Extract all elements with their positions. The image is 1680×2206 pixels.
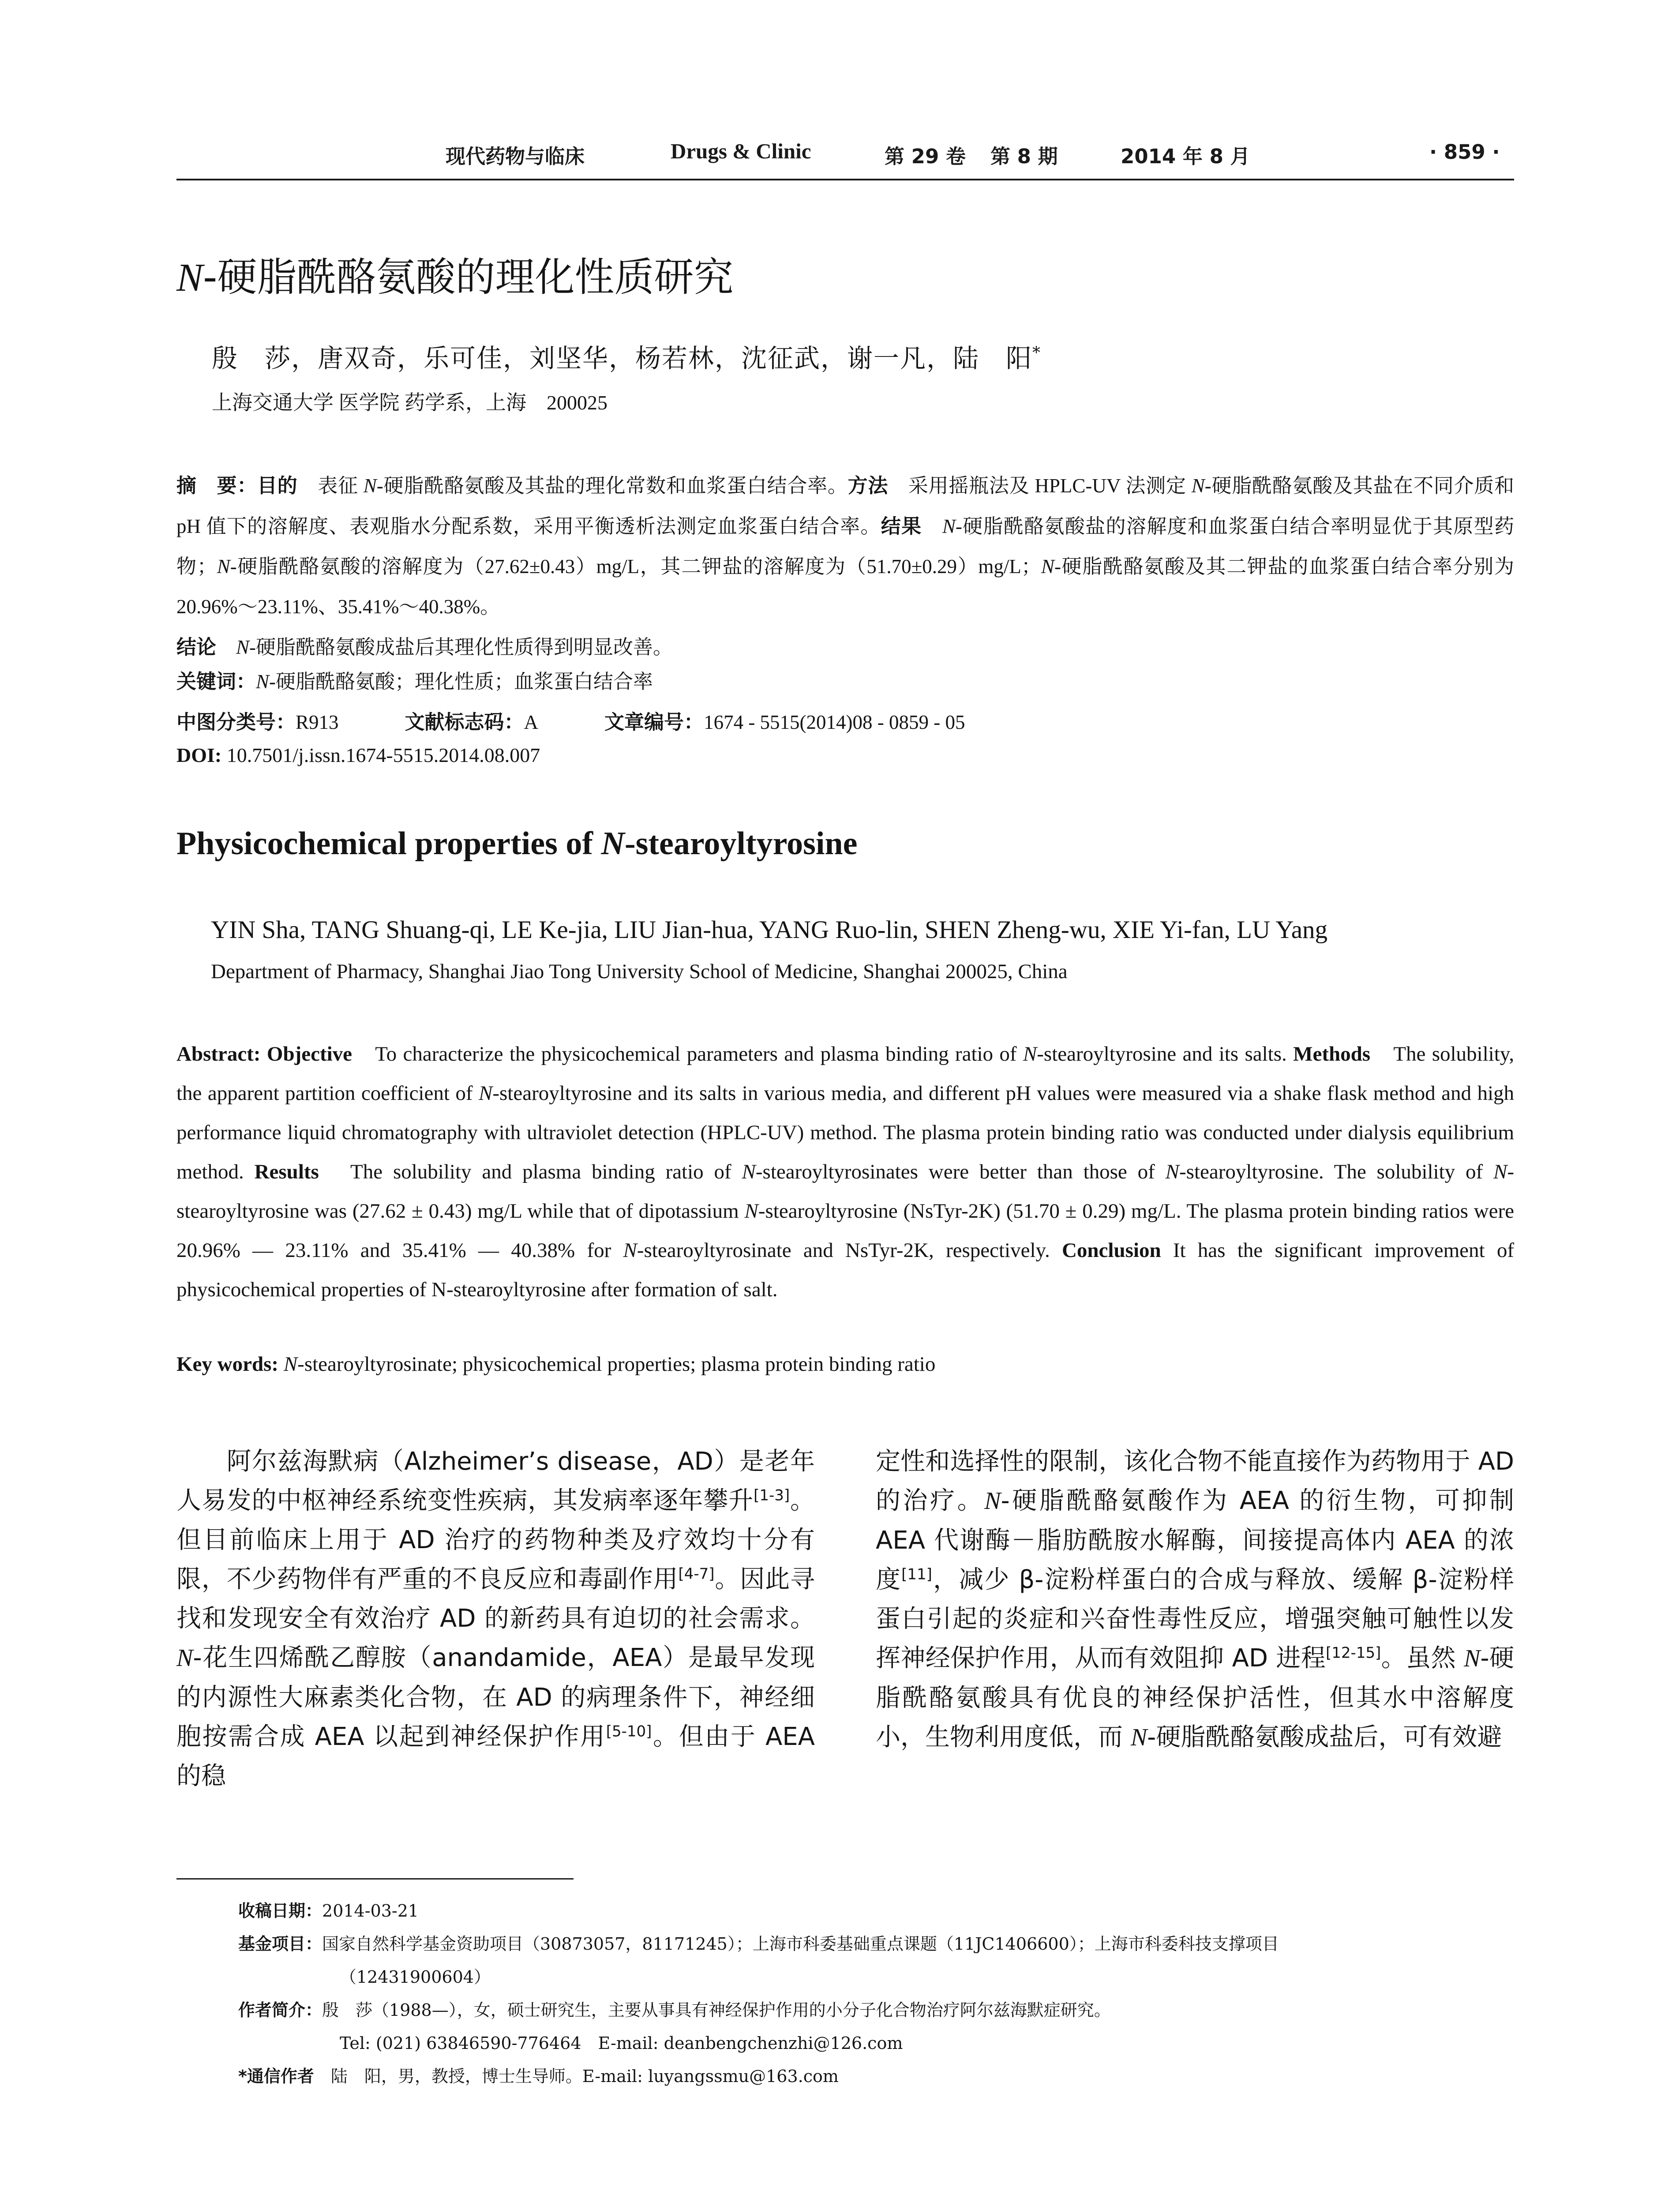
abstract-cn	[176, 465, 1514, 668]
citation[interactable]: [1-3]	[754, 1486, 790, 1504]
footnote-received	[238, 1897, 419, 1921]
italic-n: N	[601, 825, 625, 862]
body-text: 。但由于 AEA 的稳	[176, 1722, 815, 1790]
body-column-right	[876, 1442, 1514, 1757]
issue: 第 8 期	[990, 145, 1058, 168]
conclusion-text-2: -硬脂酰酪氨酸成盐后其理化性质得到明显改善。	[249, 636, 673, 658]
article-no-value: 1674 - 5515(2014)08 - 0859 - 05	[704, 711, 965, 733]
header-rule	[176, 179, 1514, 180]
results-label-en: Results	[254, 1160, 319, 1183]
keywords-text-en: -stearoyltyrosinate; physicochemical properties; plasma protein binding ratio	[297, 1353, 936, 1376]
objective-text-1: 表征	[297, 475, 364, 497]
methods-label-cn: 方法	[848, 474, 889, 497]
conclusion-label-cn: 结论	[176, 635, 217, 659]
results-en-2: -stearoyltyrosinates were better than those of	[755, 1160, 1166, 1183]
body-text: ，减少 β-淀粉样蛋白的合成与释放、缓解 β-淀粉样蛋白引起的炎症和兴奋性毒性反应，增强突触可触性以发挥神经保护作用，从而有效阻抑 AD 进程	[876, 1565, 1515, 1673]
abstract-label-cn: 摘 要：	[176, 474, 257, 497]
received-label: 收稿日期：	[238, 1901, 322, 1921]
issue-date: 2014 年 8 月	[1121, 145, 1250, 168]
journal-name-en: Drugs & Clinic	[671, 139, 811, 163]
affiliation-en: Department of Pharmacy, Shanghai Jiao Tong University School of Medicine, Shanghai 200025, China	[211, 960, 1068, 983]
results-en-3: -stearoyltyrosine. The solubility of	[1179, 1160, 1493, 1183]
body-text: 。虽然	[1381, 1644, 1464, 1673]
fund-value: 国家自然科学基金资助项目（30873057，81171245）；上海市科委基础重点课题（11JC1406600）；上海市科委科技支撑项目	[322, 1934, 1279, 1954]
clc-value: R913	[296, 711, 339, 733]
title-cn-text: -硬脂酰酪氨酸的理化性质研究	[203, 254, 734, 300]
corresponding-mark: *	[1032, 344, 1042, 362]
italic-n: N	[1130, 1724, 1148, 1751]
footnote-author	[238, 1996, 1111, 2021]
results-text-2: -硬脂酰酪氨酸盐的溶解度和血浆蛋白结合率明显优于其原型药物；	[176, 515, 1514, 578]
author-list-en: YIN Sha, TANG Shuang-qi, LE Ke-jia, LIU Jian-hua, YANG Ruo-lin, SHEN Zheng-wu, XIE Yi-fan, LU Yang	[211, 916, 1328, 944]
keywords-text-cn: -硬脂酰酪氨酸；理化性质；血浆蛋白结合率	[269, 671, 653, 693]
methods-en-1: The solubility, the apparent partition coefficient of	[176, 1043, 1514, 1105]
affiliation-cn: 上海交通大学 医学院 药学系，上海 200025	[212, 391, 608, 414]
methods-text-2: -硬脂酰酪氨酸及其盐在不同介质和 pH 值下的溶解度、表观脂水分配系数，采用平衡透析法测定血浆蛋白结合率。	[176, 475, 1514, 537]
italic-n: N	[1023, 1043, 1037, 1065]
italic-n: N	[744, 1200, 758, 1223]
doi-line	[176, 743, 540, 767]
italic-n: N	[256, 671, 270, 693]
received-value: 2014-03-21	[322, 1901, 419, 1921]
corresponding-value: 陆 阳，男，教授，博士生导师。E-mail: luyangssmu@163.com	[314, 2067, 839, 2086]
doc-code-value: A	[524, 711, 539, 733]
results-text-3: -硬脂酰酪氨酸的溶解度为（27.62±0.43）mg/L，其二钾盐的溶解度为（51.70±0.29）mg/L；	[230, 555, 1041, 578]
results-en-5: -stearoyltyrosine (NsTyr-2K) (51.70 ± 0.29) mg/L. The plasma protein binding ratios were 20.96% — 23.11% and 35.41% — 40.38% for	[176, 1200, 1514, 1262]
italic-n: N	[942, 515, 956, 537]
body-text: 。但目前临床上用于 AD 治疗的药物种类及疗效均十分有限，不少药物伴有严重的不良反应和毒副作用	[176, 1486, 815, 1594]
body-text: -花生四烯酰乙醇胺（anandamide，AEA）是最早发现的内源性大麻素类化合物，在 AD 的病理条件下，神经细胞按需合成 AEA 以起到神经保护作用	[176, 1643, 815, 1751]
citation[interactable]: [12-15]	[1325, 1644, 1381, 1662]
volume: 第 29 卷	[885, 145, 966, 168]
body-text: -硬脂酰酪氨酸成盐后，可有效避	[1147, 1723, 1502, 1752]
journal-name-cn: 现代药物与临床	[446, 145, 585, 168]
italic-n: N	[1165, 1160, 1180, 1183]
conclusion-label-en: Conclusion	[1061, 1239, 1161, 1262]
corresponding-label: *通信作者	[238, 2067, 314, 2086]
footnote-corresponding	[238, 2063, 839, 2087]
authors-cn-text: 殷 莎，唐双奇，乐可佳，刘坚华，杨若林，沈征武，谢一凡，陆 阳	[212, 343, 1033, 373]
results-text-1	[922, 515, 942, 537]
author-list-cn	[212, 338, 1041, 375]
body-text: 阿尔兹海默病（Alzheimer’s disease，AD）是老年人易发的中枢神经系统变性疾病，其发病率逐年攀升	[176, 1447, 815, 1515]
italic-n: N	[236, 636, 250, 658]
italic-n: N	[176, 1644, 193, 1672]
italic-n: N	[1191, 475, 1205, 497]
page-number: · 859 ·	[1429, 140, 1500, 164]
title-en-text-2: -stearoyltyrosine	[624, 825, 858, 862]
italic-n: N	[283, 1353, 298, 1376]
abstract-en	[176, 1035, 1514, 1309]
results-en-1: The solubility and plasma binding ratio of	[319, 1160, 742, 1183]
footnote-fund-cont: （12431900604）	[340, 1967, 491, 1987]
keywords-cn	[176, 665, 653, 694]
results-en-4: -stearoyltyrosine was (27.62 ± 0.43) mg/L while that of dipotassium	[176, 1160, 1514, 1223]
italic-n: N	[363, 475, 377, 497]
results-en-6: -stearoyltyrosinate and NsTyr-2K, respectively.	[637, 1239, 1062, 1262]
italic-n: N	[1041, 555, 1054, 578]
conclusion-en: It has the significant improvement of physicochemical properties of N-stearoyltyrosine after formation of salt.	[176, 1239, 1515, 1301]
objective-text-2: -硬脂酰酪氨酸及其盐的理化常数和血浆蛋白结合率。	[376, 475, 848, 497]
article-title-en	[176, 825, 857, 863]
article-no-label: 文章编号：	[604, 710, 704, 734]
footnote-fund	[238, 1930, 1279, 1955]
results-text-4: -硬脂酰酪氨酸及其二钾盐的血浆蛋白结合率分别为 20.96%～23.11%、35.41%～40.38%。	[176, 555, 1514, 618]
keywords-label-cn: 关键词：	[176, 670, 256, 693]
citation[interactable]: [11]	[901, 1565, 932, 1583]
objective-en-2: -stearoyltyrosine and its salts.	[1037, 1043, 1294, 1065]
italic-n: N	[217, 555, 230, 578]
fund-label: 基金项目：	[238, 1934, 322, 1954]
objective-label-cn: 目的	[257, 474, 298, 497]
title-italic-n: N	[176, 256, 203, 300]
author-value: 殷 莎（1988—），女，硕士研究生，主要从事具有神经保护作用的小分子化合物治疗阿尔兹海默症研究。	[322, 2000, 1111, 2020]
body-text: -硬脂酰酪氨酸具有优良的神经保护活性，但其水中溶解度小，生物利用度低，而	[876, 1644, 1514, 1752]
italic-n: N	[742, 1160, 756, 1183]
doi-label: DOI:	[176, 744, 222, 766]
footnote-author-contact: Tel: (021) 63846590-776464 E-mail: deanbengchenzhi@126.com	[340, 2033, 903, 2053]
classification-line	[176, 706, 965, 735]
methods-label-en: Methods	[1293, 1043, 1371, 1065]
methods-en-2: -stearoyltyrosine and its salts in various media, and different pH values were measured via a shake flask method and high performance liquid chromatography with ultraviolet detection (HPLC-UV) method. The plasma protein binding ratio was conducted under dialysis equilibrium method.	[176, 1082, 1514, 1183]
footnote-rule	[176, 1878, 574, 1880]
keywords-label-en: Key words:	[176, 1353, 279, 1376]
title-en-text-1: Physicochemical properties of	[176, 825, 601, 862]
objective-en-1: To characterize the physicochemical parameters and plasma binding ratio of	[352, 1043, 1023, 1065]
clc-label: 中图分类号：	[176, 710, 296, 734]
citation[interactable]: [5-10]	[606, 1722, 652, 1741]
body-text: 。因此寻找和发现安全有效治疗 AD 的新药具有迫切的社会需求。	[176, 1565, 815, 1633]
doi-value[interactable]: 10.7501/j.issn.1674-5515.2014.08.007	[221, 744, 540, 766]
conclusion-text-1	[216, 636, 236, 658]
italic-n: N	[984, 1487, 1001, 1515]
article-title-cn	[176, 245, 734, 302]
body-text: 定性和选择性的限制，该化合物不能直接作为药物用于 AD 的治疗。	[876, 1447, 1514, 1515]
methods-text-1: 采用摇瓶法及 HPLC-UV 法测定	[888, 475, 1192, 497]
citation[interactable]: [4-7]	[678, 1565, 715, 1583]
body-column-left	[176, 1442, 815, 1796]
keywords-en	[176, 1352, 935, 1376]
abstract-label-en: Abstract: Objective	[176, 1043, 352, 1065]
italic-n: N	[478, 1082, 493, 1105]
italic-n: N	[1493, 1160, 1508, 1183]
italic-n: N	[1464, 1645, 1481, 1672]
doc-code-label: 文献标志码：	[405, 710, 524, 734]
body-text: -硬脂酰酪氨酸作为 AEA 的衍生物，可抑制 AEA 代谢酶－脂肪酰胺水解酶，间接提高体内 AEA 的浓度	[876, 1486, 1515, 1594]
author-label: 作者简介：	[238, 2000, 322, 2020]
italic-n: N	[623, 1239, 637, 1262]
results-label-cn: 结果	[881, 514, 922, 538]
